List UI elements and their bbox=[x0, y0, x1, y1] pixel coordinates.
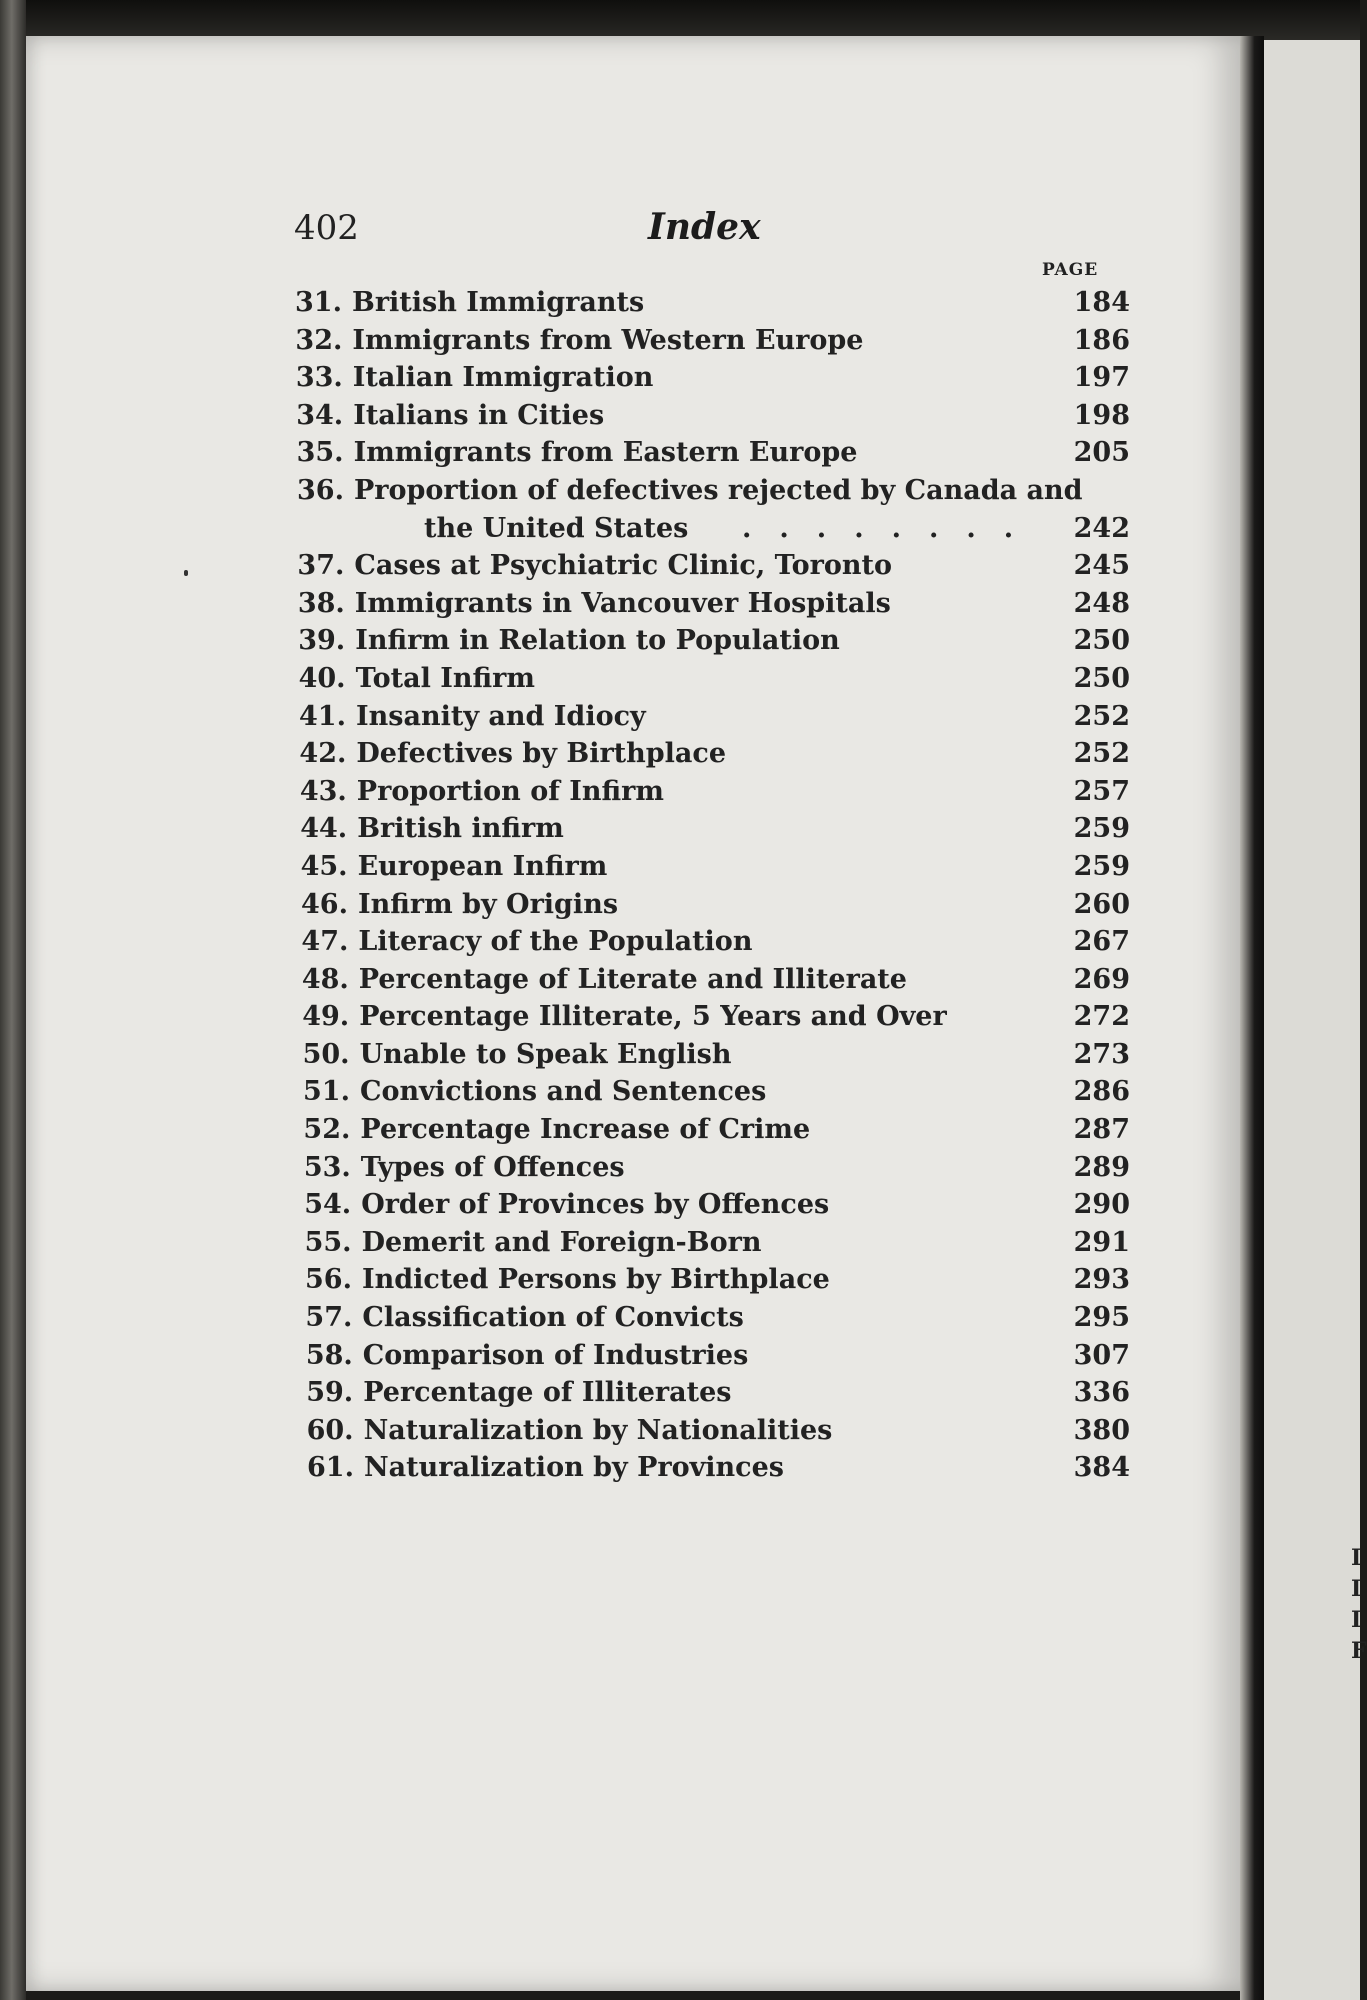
index-entry bbox=[302, 1412, 1130, 1450]
entry-page-number: 380 bbox=[1073, 1414, 1130, 1446]
book-top-edge bbox=[0, 0, 1360, 40]
entry-title: Immigrants from Eastern Europe bbox=[353, 437, 858, 469]
entry-page-number: 307 bbox=[1073, 1339, 1130, 1371]
index-entry bbox=[299, 1149, 1130, 1187]
entry-page-number: 269 bbox=[1073, 963, 1130, 995]
index-entry bbox=[301, 1374, 1130, 1412]
page-number: 402 bbox=[294, 208, 359, 248]
entry-page-number: 293 bbox=[1073, 1264, 1130, 1296]
entry-title: Percentage Increase of Crime bbox=[360, 1114, 811, 1146]
entry-number: 61. bbox=[307, 1452, 354, 1484]
entry-number: 55. bbox=[304, 1226, 352, 1258]
entry-title: Percentage Illiterate, 5 Years and Over bbox=[359, 1001, 947, 1033]
book-spine bbox=[0, 0, 26, 2000]
entry-page-number: 295 bbox=[1073, 1302, 1130, 1334]
index-entry bbox=[294, 698, 1130, 736]
entry-page-number: 291 bbox=[1073, 1226, 1130, 1258]
index-entry bbox=[292, 472, 1130, 547]
entry-number: 31. bbox=[295, 287, 342, 318]
entry-title: Proportion of defectives rejected by Canada and bbox=[354, 474, 1083, 506]
index-entry bbox=[300, 1299, 1130, 1337]
page-title: Index bbox=[648, 206, 761, 248]
entry-page-number: 267 bbox=[1073, 926, 1130, 958]
entry-number: 41. bbox=[299, 700, 346, 732]
entry-page-number: 245 bbox=[1073, 550, 1130, 582]
index-entry bbox=[292, 434, 1130, 472]
entry-page-number: 252 bbox=[1073, 700, 1130, 732]
facing-page-letter: I bbox=[1351, 1545, 1362, 1571]
entry-title-continuation: the United States bbox=[424, 512, 689, 544]
entry-title: Unable to Speak English bbox=[359, 1038, 732, 1070]
index-entry bbox=[290, 322, 1130, 360]
entry-number: 44. bbox=[300, 813, 348, 845]
entry-title: Convictions and Sentences bbox=[360, 1076, 767, 1108]
entry-number: 52. bbox=[303, 1114, 351, 1146]
entry-title: British infirm bbox=[357, 813, 564, 845]
index-entry bbox=[293, 585, 1130, 623]
entry-title: Comparison of Industries bbox=[362, 1339, 749, 1371]
entry-page-number: 287 bbox=[1073, 1114, 1130, 1146]
entry-title: Cases at Psychiatric Clinic, Toronto bbox=[354, 550, 893, 582]
entry-title: Indicted Persons by Birthplace bbox=[362, 1264, 830, 1296]
dot-leader: ........ bbox=[742, 512, 1042, 544]
entry-number: 57. bbox=[305, 1302, 353, 1334]
index-entry bbox=[291, 359, 1130, 397]
book-gutter bbox=[1240, 36, 1264, 2000]
ink-speck bbox=[184, 570, 188, 576]
index-entry bbox=[292, 547, 1130, 585]
entry-title: Italians in Cities bbox=[353, 399, 605, 431]
entry-page-number: 205 bbox=[1073, 437, 1130, 469]
entry-page-number: 242 bbox=[1073, 512, 1130, 544]
entry-page-number: 290 bbox=[1073, 1189, 1130, 1221]
index-entry bbox=[296, 923, 1130, 961]
entry-title: Percentage of Literate and Illiterate bbox=[358, 963, 907, 995]
index-entry bbox=[293, 622, 1130, 660]
entry-number: 43. bbox=[299, 775, 347, 807]
entry-number: 32. bbox=[295, 324, 343, 356]
entry-number: 40. bbox=[298, 662, 346, 694]
entry-page-number: 252 bbox=[1073, 738, 1130, 770]
index-entry bbox=[296, 848, 1130, 886]
index-entry bbox=[295, 810, 1130, 848]
index-entry bbox=[296, 886, 1130, 924]
entry-number: 59. bbox=[306, 1377, 354, 1409]
entry-title: Total Infirm bbox=[355, 662, 535, 694]
entry-number: 51. bbox=[303, 1076, 350, 1108]
facing-page-letter: F bbox=[1351, 1638, 1367, 1664]
entry-number: 53. bbox=[303, 1151, 351, 1183]
entry-title: Italian Immigration bbox=[352, 362, 654, 394]
entry-title: Classification of Convicts bbox=[362, 1302, 744, 1334]
entry-page-number: 260 bbox=[1073, 888, 1130, 920]
entry-page-number: 336 bbox=[1073, 1377, 1130, 1409]
entry-title: Order of Provinces by Offences bbox=[361, 1189, 830, 1221]
entry-title: Insanity and Idiocy bbox=[356, 700, 646, 732]
entry-title: British Immigrants bbox=[352, 287, 645, 318]
index-entry bbox=[298, 1073, 1130, 1111]
entry-page-number: 289 bbox=[1073, 1151, 1130, 1183]
index-entry bbox=[302, 1449, 1130, 1487]
entry-page-number: 197 bbox=[1073, 362, 1130, 394]
entry-number: 38. bbox=[297, 587, 345, 619]
index-entry bbox=[301, 1337, 1130, 1375]
entry-number: 60. bbox=[306, 1414, 354, 1446]
entry-number: 35. bbox=[296, 437, 344, 469]
index-entry bbox=[297, 998, 1130, 1036]
facing-page-edge bbox=[1264, 40, 1367, 2000]
entry-number: 42. bbox=[299, 738, 347, 770]
index-entry bbox=[299, 1186, 1130, 1224]
index-entry bbox=[290, 284, 1130, 322]
index-entry bbox=[295, 773, 1130, 811]
entry-number: 39. bbox=[298, 625, 346, 657]
entry-page-number: 259 bbox=[1073, 850, 1130, 882]
entry-page-number: 250 bbox=[1073, 662, 1130, 694]
entry-page-number: 248 bbox=[1073, 587, 1130, 619]
entry-page-number: 184 bbox=[1073, 287, 1130, 318]
entry-title: Naturalization by Provinces bbox=[364, 1452, 785, 1484]
entry-title: Proportion of Infirm bbox=[356, 775, 664, 807]
entry-page-number: 257 bbox=[1073, 775, 1130, 807]
entry-title: Immigrants from Western Europe bbox=[352, 324, 864, 356]
index-entry bbox=[291, 397, 1130, 435]
entry-page-number: 384 bbox=[1073, 1452, 1130, 1484]
entry-page-number: 286 bbox=[1073, 1076, 1130, 1108]
entry-title: Infirm by Origins bbox=[358, 888, 619, 920]
entry-number: 50. bbox=[302, 1038, 350, 1070]
page-column-label: PAGE bbox=[1042, 260, 1099, 280]
entry-number: 56. bbox=[305, 1264, 352, 1296]
entry-number: 37. bbox=[297, 550, 345, 582]
index-entry bbox=[294, 735, 1130, 773]
entry-number: 34. bbox=[296, 399, 344, 431]
entry-number: 58. bbox=[305, 1339, 353, 1371]
index-entry bbox=[298, 1036, 1130, 1074]
index-entry bbox=[297, 961, 1130, 999]
index-entry bbox=[298, 1111, 1130, 1149]
entry-page-number: 273 bbox=[1073, 1038, 1130, 1070]
index-entry bbox=[300, 1261, 1130, 1299]
entry-page-number: 186 bbox=[1073, 324, 1130, 356]
facing-page-letter: I bbox=[1351, 1576, 1362, 1602]
entry-title: Immigrants in Vancouver Hospitals bbox=[354, 587, 891, 619]
entry-title: Types of Offences bbox=[360, 1151, 625, 1183]
entry-title: European Infirm bbox=[357, 850, 608, 882]
entry-number: 36. bbox=[297, 474, 344, 506]
entry-number: 47. bbox=[301, 926, 349, 958]
entry-number: 48. bbox=[301, 963, 349, 995]
index-entry bbox=[300, 1224, 1130, 1262]
index-entry-list bbox=[290, 284, 1130, 1487]
entry-number: 49. bbox=[302, 1001, 350, 1033]
entry-title: Naturalization by Nationalities bbox=[363, 1414, 833, 1446]
entry-page-number: 198 bbox=[1073, 399, 1130, 431]
entry-title: Infirm in Relation to Population bbox=[355, 625, 840, 657]
entry-number: 45. bbox=[300, 850, 348, 882]
entry-page-number: 250 bbox=[1073, 625, 1130, 657]
facing-page-letter: I bbox=[1351, 1607, 1362, 1633]
entry-number: 33. bbox=[295, 362, 343, 394]
entry-page-number: 259 bbox=[1073, 813, 1130, 845]
entry-number: 54. bbox=[304, 1189, 352, 1221]
entry-title: Percentage of Illiterates bbox=[363, 1377, 732, 1409]
entry-page-number: 272 bbox=[1073, 1001, 1130, 1033]
entry-title: Literacy of the Population bbox=[358, 926, 753, 958]
running-head bbox=[268, 208, 1098, 258]
entry-title: Defectives by Birthplace bbox=[356, 738, 727, 770]
entry-title: Demerit and Foreign-Born bbox=[361, 1226, 762, 1258]
index-entry bbox=[294, 660, 1130, 698]
entry-number: 46. bbox=[301, 888, 348, 920]
